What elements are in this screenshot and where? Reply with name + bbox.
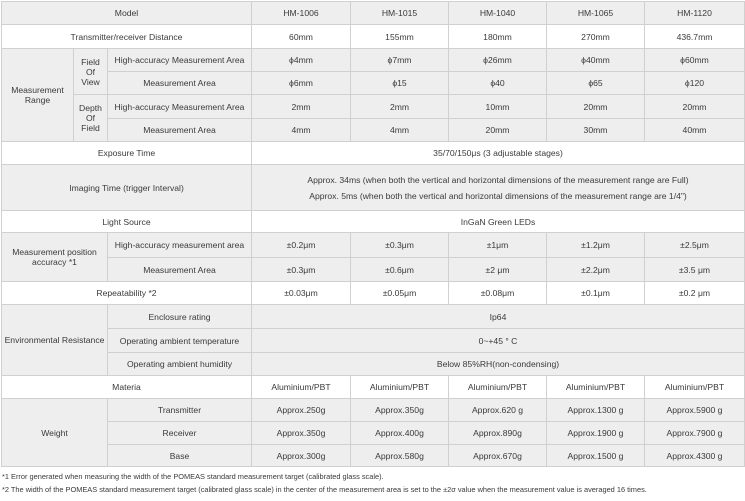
fov-high-3: ϕ26mm bbox=[449, 49, 547, 72]
w-base-2: Approx.580g bbox=[351, 445, 449, 467]
repeat-5: ±0.2 μm bbox=[645, 282, 745, 305]
dof-high-4: 20mm bbox=[547, 95, 645, 119]
w-transmitter-1: Approx.250g bbox=[252, 399, 351, 422]
row-fov-area bbox=[2, 72, 745, 95]
imaging-line-2: Approx. 5ms (when both the vertical and horizontal dimensions of the measurement range are 1/4") bbox=[309, 190, 687, 201]
row-humidity bbox=[2, 353, 745, 376]
distance-1: 60mm bbox=[252, 25, 351, 49]
w-receiver-3: Approx.890g bbox=[449, 422, 547, 445]
spec-table bbox=[1, 1, 745, 467]
acc-high-1: ±0.2μm bbox=[252, 233, 351, 258]
dof-high-5: 20mm bbox=[645, 95, 745, 119]
acc-area-4: ±2.2μm bbox=[547, 258, 645, 282]
humidity-label: Operating ambient humidity bbox=[108, 353, 252, 376]
light-source-label: Light Source bbox=[2, 211, 252, 233]
acc-high-3: ±1μm bbox=[449, 233, 547, 258]
materia-4: Aluminium/PBT bbox=[547, 376, 645, 399]
distance-label: Transmitter/receiver Distance bbox=[2, 25, 252, 49]
temperature-value: 0~+45 ° C bbox=[252, 329, 745, 353]
model-4: HM-1065 bbox=[547, 2, 645, 25]
dof-area-5: 40mm bbox=[645, 119, 745, 142]
distance-4: 270mm bbox=[547, 25, 645, 49]
field-of-view-label: Field Of View bbox=[74, 49, 108, 95]
row-model bbox=[2, 2, 745, 25]
row-distance bbox=[2, 25, 745, 49]
row-enclosure bbox=[2, 305, 745, 329]
row-materia bbox=[2, 376, 745, 399]
depth-of-field-label: Depth Of Field bbox=[74, 95, 108, 142]
exposure-label: Exposure Time bbox=[2, 142, 252, 165]
row-light bbox=[2, 211, 745, 233]
model-3: HM-1040 bbox=[449, 2, 547, 25]
fov-high-2: ϕ7mm bbox=[351, 49, 449, 72]
dof-area-label: Measurement Area bbox=[108, 119, 252, 142]
w-transmitter-4: Approx.1300 g bbox=[547, 399, 645, 422]
enclosure-value: Ip64 bbox=[252, 305, 745, 329]
imaging-value bbox=[252, 165, 745, 211]
acc-high-4: ±1.2μm bbox=[547, 233, 645, 258]
row-weight-transmitter bbox=[2, 399, 745, 422]
fov-area-1: ϕ6mm bbox=[252, 72, 351, 95]
fov-high-5: ϕ60mm bbox=[645, 49, 745, 72]
receiver-label: Receiver bbox=[108, 422, 252, 445]
model-5: HM-1120 bbox=[645, 2, 745, 25]
repeatability-label: Repeatability *2 bbox=[2, 282, 252, 305]
w-receiver-1: Approx.350g bbox=[252, 422, 351, 445]
acc-high-2: ±0.3μm bbox=[351, 233, 449, 258]
footnote-2: *2 The width of the POMEAS standard measurement target (calibrated glass scale) in the center of the measurement area is set to the ±2σ value when the measurement value is averaged 16 times. bbox=[2, 485, 647, 494]
w-base-4: Approx.1500 g bbox=[547, 445, 645, 467]
w-receiver-5: Approx.7900 g bbox=[645, 422, 745, 445]
acc-area-1: ±0.3μm bbox=[252, 258, 351, 282]
dof-area-2: 4mm bbox=[351, 119, 449, 142]
dof-area-3: 20mm bbox=[449, 119, 547, 142]
imaging-label: Imaging Time (trigger Interval) bbox=[2, 165, 252, 211]
row-fov-high bbox=[2, 49, 745, 72]
light-source-value: InGaN Green LEDs bbox=[252, 211, 745, 233]
row-dof-high bbox=[2, 95, 745, 119]
model-label: Model bbox=[2, 2, 252, 25]
row-weight-receiver bbox=[2, 422, 745, 445]
humidity-value: Below 85%RH(non-condensing) bbox=[252, 353, 745, 376]
dof-high-label: High-accuracy Measurement Area bbox=[108, 95, 252, 119]
fov-area-label: Measurement Area bbox=[108, 72, 252, 95]
row-weight-base bbox=[2, 445, 745, 467]
distance-2: 155mm bbox=[351, 25, 449, 49]
fov-area-2: ϕ15 bbox=[351, 72, 449, 95]
acc-high-5: ±2.5μm bbox=[645, 233, 745, 258]
materia-label: Materia bbox=[2, 376, 252, 399]
footnote-1: *1 Error generated when measuring the width of the POMEAS standard measurement target (calibrated glass scale). bbox=[2, 472, 384, 481]
environmental-label: Environmental Resistance bbox=[2, 305, 108, 376]
w-base-5: Approx.4300 g bbox=[645, 445, 745, 467]
temperature-label: Operating ambient temperature bbox=[108, 329, 252, 353]
row-dof-area bbox=[2, 119, 745, 142]
repeat-2: ±0.05μm bbox=[351, 282, 449, 305]
distance-5: 436.7mm bbox=[645, 25, 745, 49]
repeat-1: ±0.03μm bbox=[252, 282, 351, 305]
acc-area-2: ±0.6μm bbox=[351, 258, 449, 282]
transmitter-label: Transmitter bbox=[108, 399, 252, 422]
w-base-3: Approx.670g bbox=[449, 445, 547, 467]
imaging-line-1: Approx. 34ms (when both the vertical and horizontal dimensions of the measurement range are Full) bbox=[307, 174, 689, 185]
fov-area-3: ϕ40 bbox=[449, 72, 547, 95]
measurement-range-label: Measurement Range bbox=[2, 49, 74, 142]
dof-area-1: 4mm bbox=[252, 119, 351, 142]
materia-3: Aluminium/PBT bbox=[449, 376, 547, 399]
dof-high-2: 2mm bbox=[351, 95, 449, 119]
w-receiver-2: Approx.400g bbox=[351, 422, 449, 445]
accuracy-label: Measurement position accuracy *1 bbox=[2, 233, 108, 282]
distance-3: 180mm bbox=[449, 25, 547, 49]
materia-1: Aluminium/PBT bbox=[252, 376, 351, 399]
model-2: HM-1015 bbox=[351, 2, 449, 25]
footnotes bbox=[2, 471, 647, 497]
row-acc-high bbox=[2, 233, 745, 258]
row-repeatability bbox=[2, 282, 745, 305]
model-1: HM-1006 bbox=[252, 2, 351, 25]
row-temperature bbox=[2, 329, 745, 353]
base-label: Base bbox=[108, 445, 252, 467]
row-exposure bbox=[2, 142, 745, 165]
dof-area-4: 30mm bbox=[547, 119, 645, 142]
fov-high-1: ϕ4mm bbox=[252, 49, 351, 72]
acc-area-3: ±2 μm bbox=[449, 258, 547, 282]
w-transmitter-2: Approx.350g bbox=[351, 399, 449, 422]
w-base-1: Approx.300g bbox=[252, 445, 351, 467]
w-transmitter-3: Approx.620 g bbox=[449, 399, 547, 422]
repeat-3: ±0.08μm bbox=[449, 282, 547, 305]
row-imaging bbox=[2, 165, 745, 211]
materia-5: Aluminium/PBT bbox=[645, 376, 745, 399]
dof-high-1: 2mm bbox=[252, 95, 351, 119]
enclosure-label: Enclosure rating bbox=[108, 305, 252, 329]
acc-area-label: Measurement Area bbox=[108, 258, 252, 282]
acc-high-label: High-accuracy measurement area bbox=[108, 233, 252, 258]
fov-area-4: ϕ65 bbox=[547, 72, 645, 95]
dof-high-3: 10mm bbox=[449, 95, 547, 119]
acc-area-5: ±3.5 μm bbox=[645, 258, 745, 282]
fov-area-5: ϕ120 bbox=[645, 72, 745, 95]
row-acc-area bbox=[2, 258, 745, 282]
repeat-4: ±0.1μm bbox=[547, 282, 645, 305]
weight-label: Weight bbox=[2, 399, 108, 467]
w-transmitter-5: Approx.5900 g bbox=[645, 399, 745, 422]
w-receiver-4: Approx.1900 g bbox=[547, 422, 645, 445]
materia-2: Aluminium/PBT bbox=[351, 376, 449, 399]
fov-high-label: High-accuracy Measurement Area bbox=[108, 49, 252, 72]
fov-high-4: ϕ40mm bbox=[547, 49, 645, 72]
exposure-value: 35/70/150μs (3 adjustable stages) bbox=[252, 142, 745, 165]
